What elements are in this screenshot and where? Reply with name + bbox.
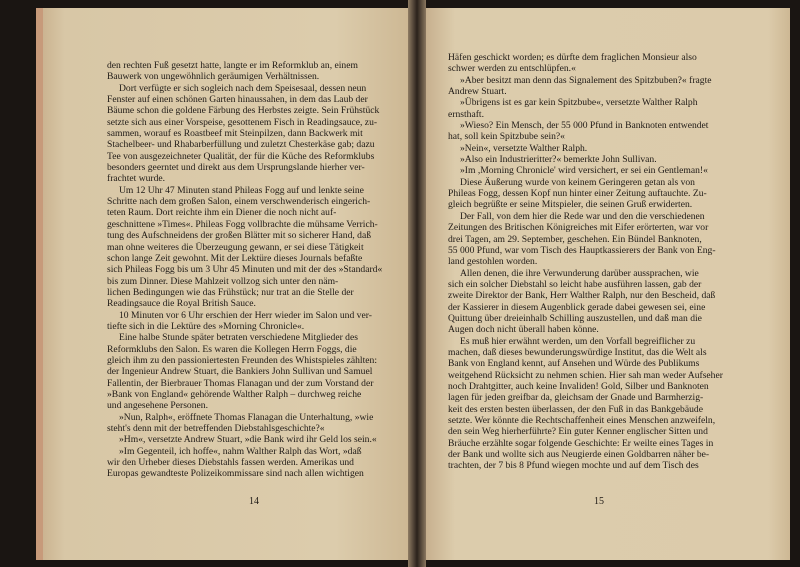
text-line: Europas gewandteste Polizeikommissare sind nach allen wichtigen xyxy=(107,468,364,480)
text-line: noch Drahtgitter, auch keine Invaliden! Gold, Silber und Banknoten xyxy=(448,380,709,392)
text-line: sich ein solcher Diebstahl so leicht habe ausführen lassen, gab der xyxy=(448,278,702,290)
text-line: schon lange Zeit gewohnt. Mit der Lektüre dieses Journals befaßte xyxy=(107,252,363,264)
text-line: sammen, worauf es Roastbeef mit Steinpilzen, dann Backwerk mit xyxy=(107,128,363,140)
text-line: geschnittene »Times«. Phileas Fogg vollbrachte die mühsame Verrich- xyxy=(107,218,378,230)
text-line: Augen doch nicht überall haben könne. xyxy=(448,324,599,336)
book-gutter xyxy=(408,0,426,567)
text-line: bis zum Dinner. Diese Mahlzeit vollzog sich unter den näm- xyxy=(107,275,339,287)
text-line: der Kassierer in diesem Augenblick gerade dabei gewesen sei, eine xyxy=(448,301,706,313)
text-line: Readingsauce die Royal British Sauce. xyxy=(107,298,256,310)
text-line: steht's denn mit der betreffenden Diebstahlsgeschichte?« xyxy=(107,423,325,434)
text-line: Bank von England kennt, auf Ansehen und Würde des Publikums xyxy=(448,358,700,370)
text-line: keit des ersten besten überlassen, der den Fuß in das Bankgebäude xyxy=(448,403,703,415)
text-line: Tee von ausgezeichneter Qualität, der für die Küche des Reformklubs xyxy=(107,150,375,162)
text-line: Bräuche erzählte sogar folgende Geschichte: Er weilte eines Tages in xyxy=(448,437,714,449)
text-line: Dort verfügte er sich sogleich nach dem Speisesaal, dessen neun xyxy=(119,82,367,94)
text-line: Schritte nach dem großen Salon, einem verschwenderisch eingerich- xyxy=(107,196,371,208)
text-line: Um 12 Uhr 47 Minuten stand Phileas Fogg auf und lenkte seine xyxy=(119,184,364,196)
text-line: »Nun, Ralph«, eröffnete Thomas Flanagan die Unterhaltung, »wie xyxy=(119,411,374,423)
text-line: Stachelbeer- und Rhabarberfüllung und zuletzt Chesterkäse gab; dazu xyxy=(107,139,375,151)
text-line: setzte sich aus einer Vorspeise, gesottenem Fisch in Readingsauce, zu- xyxy=(107,116,378,128)
text-line: Fenster auf einen schönen Garten hinaussahen, in dem das Laub der xyxy=(107,94,368,106)
text-line: land gestohlen worden. xyxy=(448,256,538,268)
text-line: 55 000 Pfund, war vom Tisch des Hauptkassierers der Bank von Eng- xyxy=(448,244,716,256)
text-line: Allen denen, die ihre Verwunderung darüber aussprachen, wie xyxy=(460,267,699,279)
left-page-text xyxy=(107,60,407,480)
text-line: frachtet wurde. xyxy=(107,173,166,185)
text-line: sich Phileas Fogg bis um 3 Uhr 45 Minuten und mit der des »Standard« xyxy=(107,264,383,276)
right-page xyxy=(426,8,790,560)
text-line: setzte. Wer könnte die Rechtschaffenheit eines Menschen anzweifeln, xyxy=(448,415,716,426)
text-line: Quittung über dreieinhalb Schilling auszustellen, und daß man die xyxy=(448,312,702,324)
text-line: Häfen geschickt worden; es dürfte dem fraglichen Monsieur also xyxy=(448,52,697,63)
text-line: »Nein«, versetzte Walther Ralph. xyxy=(460,142,588,154)
text-line: Zeitungen des Britischen Königreiches mit Eifer erörterten, war vor xyxy=(448,222,709,234)
left-page-number: 14 xyxy=(249,496,259,507)
text-line: und angesehene Personen. xyxy=(107,400,208,412)
text-line: »Also ein Industrieritter?« bemerkte John Sullivan. xyxy=(460,154,657,166)
text-line: man ohne weiteres die Überzeugung gewann, er sei diese Tätigkeit xyxy=(107,241,364,253)
text-line: teten Raum. Dort reichte ihm ein Diener die noch nicht auf- xyxy=(107,207,337,219)
text-line: tiefte sich in die Lektüre des »Morning Chronicle«. xyxy=(107,320,305,332)
text-line: wir den Urheber dieses Diebstahls fassen werden. Amerikas und xyxy=(107,457,354,469)
right-page-text xyxy=(448,52,778,472)
text-line: »Bank von England« gehörende Walther Ralph – durchweg reiche xyxy=(107,388,362,400)
text-line: »Wieso? Ein Mensch, der 55 000 Pfund in Banknoten entwendet xyxy=(460,120,709,132)
text-line: der Ingenieur Andrew Stuart, die Bankiers John Sullivan und Samuel xyxy=(107,366,373,378)
text-line: Diese Äußerung wurde von keinem Geringeren getan als von xyxy=(460,176,695,188)
text-line: Andrew Stuart. xyxy=(448,86,507,98)
text-line: Bäume schon die goldene Färbung des Herbstes zeigte. Sein Frühstück xyxy=(107,105,380,117)
left-page xyxy=(36,8,408,560)
text-line: Es muß hier erwähnt werden, um den Vorfall begreiflicher zu xyxy=(460,335,696,347)
text-line: Eine halbe Stunde später betraten verschiedene Mitglieder des xyxy=(119,332,358,344)
text-line: Phileas Fogg, dessen Kopf nun hinter einer Zeitung auftauchte. Zu- xyxy=(448,188,707,200)
text-line: trachten, der 7 bis 8 Pfund wiegen mochte und auf dem Tisch des xyxy=(448,460,699,472)
text-line: zweite Direktor der Bank, Herr Walther Ralph, nur den Bescheid, daß xyxy=(448,290,716,302)
text-line: lichen Bedingungen wie das Frühstück; nur trat an die Stelle der xyxy=(107,286,354,298)
text-line: weitgehend Rücksicht zu nehmen schien. Hier sah man weder Aufseher xyxy=(448,369,723,381)
text-line: gleich ihm zu den passioniertesten Freunden des Whistspieles zählten: xyxy=(107,354,377,366)
text-line: gleich begrüßte er seine Mitspieler, die seinen Gruß erwiderten. xyxy=(448,199,693,211)
text-line: »Hm«, versetzte Andrew Stuart, »die Bank wird ihr Geld los sein.« xyxy=(119,434,377,446)
text-line: 10 Minuten vor 6 Uhr erschien der Herr wieder im Salon und ver- xyxy=(119,309,372,321)
text-line: »Übrigens ist es gar kein Spitzbube«, versetzte Walther Ralph xyxy=(460,97,698,109)
text-line: »Im Gegenteil, ich hoffe«, nahm Walther Ralph das Wort, »daß xyxy=(119,445,362,457)
text-line: besonders geerntet und direkt aus dem Ursprungslande hierher ver- xyxy=(107,162,365,174)
text-line: machen, daß dieses bewunderungswürdige Institut, das die Welt als xyxy=(448,346,707,358)
text-line: Reformklubs den Salon. Es waren die Kollegen Herrn Foggs, die xyxy=(107,343,357,355)
right-page-number: 15 xyxy=(594,496,604,507)
text-line: schwer werden zu entschlüpfen.« xyxy=(448,63,576,75)
text-line: der Bank und wollte sich aus Neugierde einen Goldbarren näher be- xyxy=(448,449,710,461)
text-line: den rechten Fuß gesetzt hatte, langte er im Reformklub an, einem xyxy=(107,60,358,71)
text-line: den sein Weg hierherführte? Ein guter Kenner englischer Sitten und xyxy=(448,426,708,438)
text-line: lagen für jeden greifbar da, gleichsam der Gnade und Barmherzig- xyxy=(448,392,704,404)
text-line: Fallentin, der Bierbrauer Thomas Flanagan und der zum Vorstand der xyxy=(107,377,374,389)
text-line: Bauwerk von ungewöhnlich geräumigen Verhältnissen. xyxy=(107,71,320,83)
text-line: hat, soll kein Spitzbube sein?« xyxy=(448,131,565,143)
text-line: tung des Aufschneidens der großen Blätter mit so sicherer Hand, daß xyxy=(107,230,372,242)
text-line: ernsthaft. xyxy=(448,108,484,120)
text-line: »Aber besitzt man denn das Signalement des Spitzbuben?« fragte xyxy=(460,74,712,86)
text-line: »Im ,Morning Chronicle' wird versichert, er sei ein Gentleman!« xyxy=(460,165,708,177)
text-line: drei Tagen, am 29. September, geschehen. Ein Bündel Banknoten, xyxy=(448,233,702,245)
text-line: Der Fall, von dem hier die Rede war und den die verschiedenen xyxy=(460,210,705,222)
